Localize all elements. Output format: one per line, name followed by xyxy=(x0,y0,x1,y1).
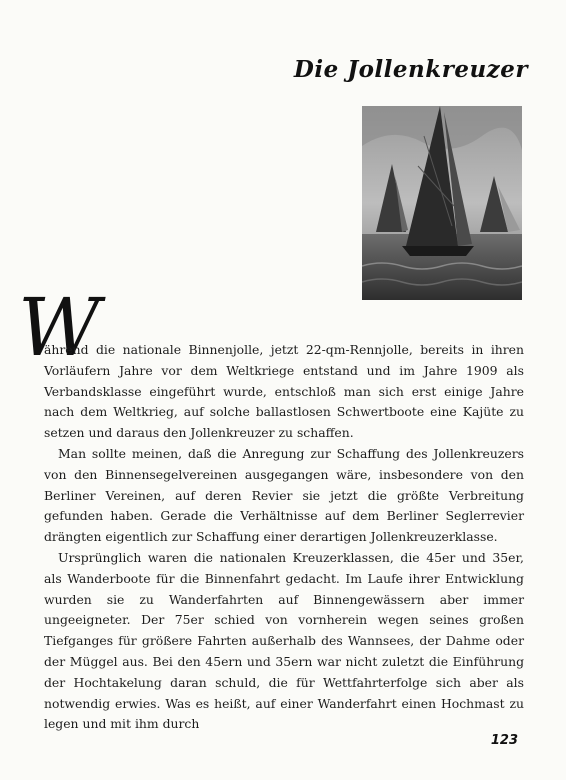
drop-cap-initial: W xyxy=(18,281,101,374)
chapter-title: Die Jollenkreuzer xyxy=(293,56,528,83)
sailboats-photo xyxy=(362,106,522,300)
page-number: 123 xyxy=(490,733,518,748)
paragraph: Ursprünglich waren die nationalen Kreuzerklassen, die 45er und 35er, als Wanderboote für die Binnenfahrt gedacht. Im Laufe ihrer Entwicklung wurden sie zu Wanderfahrten auf Binnengewässern aber immer ungeeigneter. Der 75er schied von vornherein wegen seines großen Tiefganges für größere Fahrten außerhalb des Wannsees, der Dahme oder der Müggel aus. Bei den 45ern und 35ern war nicht zuletzt die Einführung der Hochtakelung daran schuld, die für Wettfahrterfolge sich aber als notwendig erwies. Was es heißt, auf einer Wanderfahrt einen Hochmast zu legen und mit ihm durch xyxy=(44,549,524,732)
body-text xyxy=(44,340,524,735)
paragraph: Man sollte meinen, daß die Anregung zur Schaffung des Jollenkreuzers von den Binnensegelvereinen ausgegangen wäre, insbesondere von den Berliner Vereinen, auf deren Revier sie jetzt die größte Verbreitung gefunden haben. Gerade die Verhältnisse auf dem Berliner Seglerrevier drängten eigentlich zur Schaffung einer derartigen Jollenkreuzerklasse. xyxy=(44,445,524,545)
paragraph: ährend die nationale Binnenjolle, jetzt 22-qm-Rennjolle, bereits in ihren Vorläufern Jahre vor dem Weltkriege entstand und im Jahre 1909 als Verbandsklasse eingeführt wurde, entschloß man sich erst einige Jahre nach dem Weltkrieg, auf solche ballastlosen Schwertboote eine Kajüte zu setzen und daraus den Jollenkreuzer zu schaffen. xyxy=(44,342,524,441)
